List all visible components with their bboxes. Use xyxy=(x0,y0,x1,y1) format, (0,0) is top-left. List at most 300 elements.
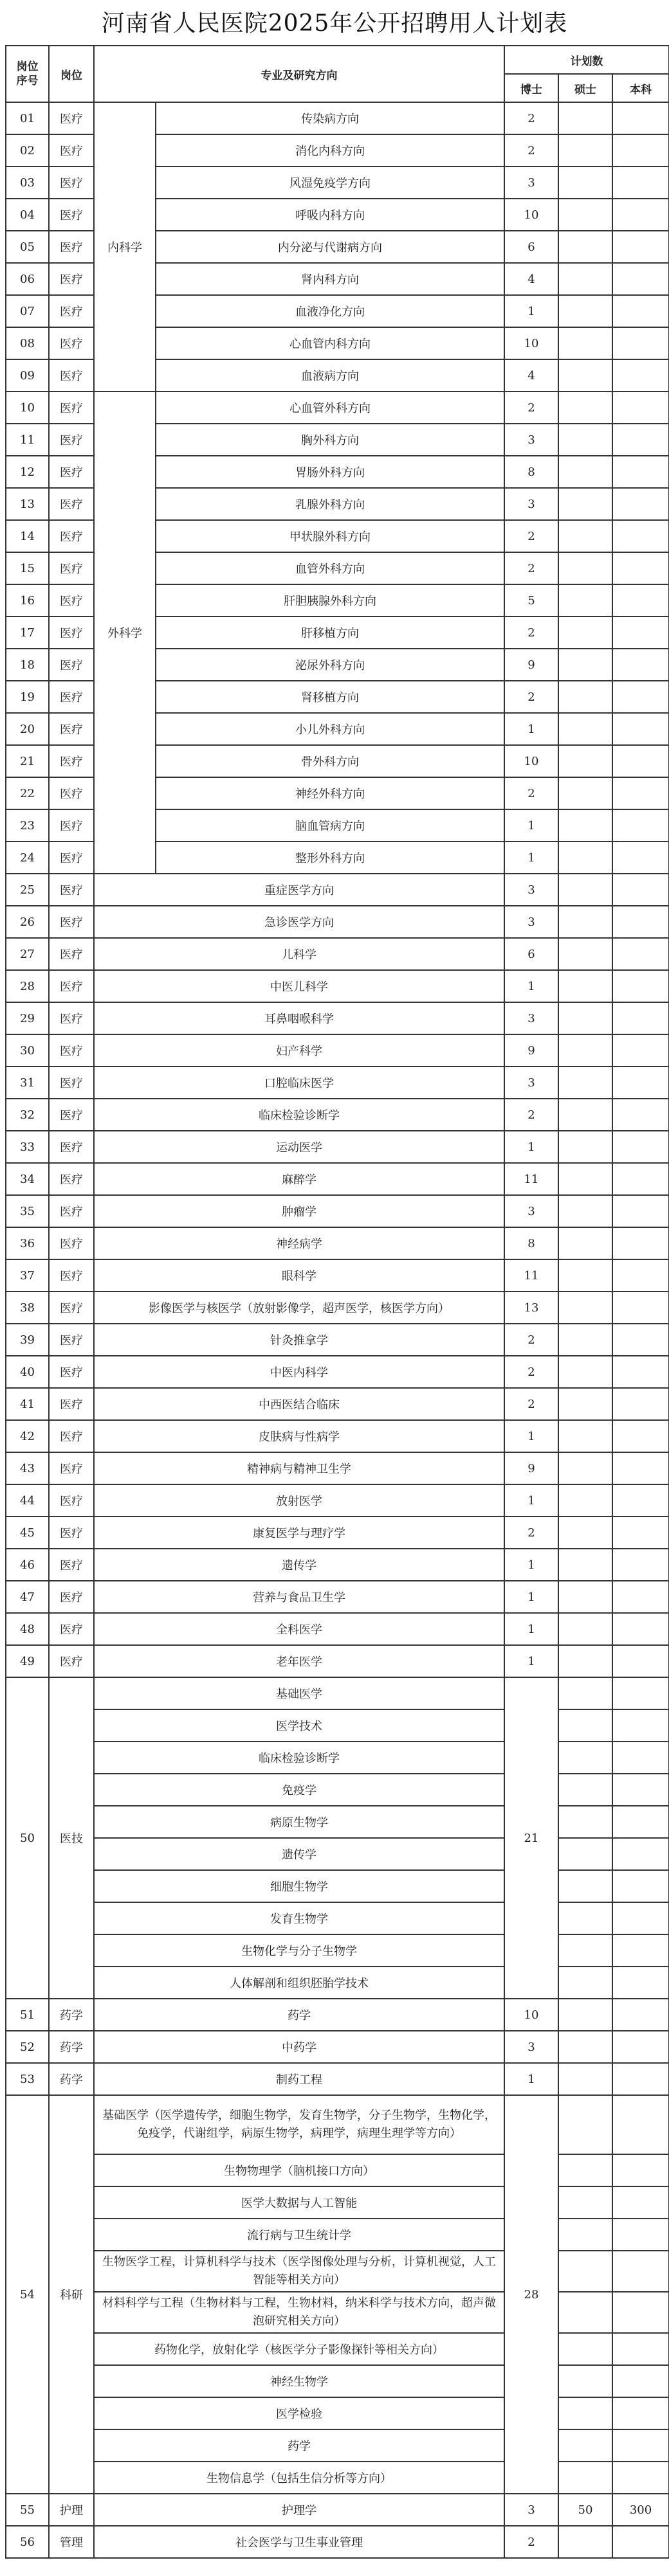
post-cell: 医疗 xyxy=(49,1131,94,1163)
post-cell: 医疗 xyxy=(49,1324,94,1356)
post-cell: 医疗 xyxy=(49,167,94,199)
seq-cell: 48 xyxy=(6,1613,49,1645)
doctor-count-cell: 2 xyxy=(504,1324,558,1356)
doctor-count-cell: 8 xyxy=(504,456,558,488)
bachelor-count-cell xyxy=(612,359,669,392)
doctor-count-cell: 9 xyxy=(504,649,558,681)
master-count-cell xyxy=(558,1034,612,1067)
seq-cell: 37 xyxy=(6,1259,49,1292)
major-cell: 发育生物学 xyxy=(94,1902,504,1934)
table-row xyxy=(6,2219,669,2251)
master-count-cell xyxy=(558,520,612,552)
bachelor-count-cell xyxy=(612,1902,669,1934)
doctor-count-cell: 2 xyxy=(504,1099,558,1131)
major-cell: 甲状腺外科方向 xyxy=(156,520,504,552)
post-cell: 医疗 xyxy=(49,1645,94,1677)
major-cell: 制药工程 xyxy=(94,2063,504,2095)
post-cell: 药学 xyxy=(49,1999,94,2031)
table-row xyxy=(6,1420,669,1452)
table-row xyxy=(6,1613,669,1645)
doctor-count-cell: 3 xyxy=(504,874,558,906)
master-count-cell xyxy=(558,649,612,681)
seq-cell: 20 xyxy=(6,713,49,745)
master-count-cell: 50 xyxy=(558,2494,612,2526)
master-count-cell xyxy=(558,392,612,424)
doctor-count-cell: 1 xyxy=(504,713,558,745)
bachelor-count-cell xyxy=(612,1999,669,2031)
doctor-count-cell: 2 xyxy=(504,1356,558,1388)
seq-cell: 02 xyxy=(6,134,49,167)
master-count-cell xyxy=(558,1870,612,1902)
major-cell: 消化内科方向 xyxy=(156,134,504,167)
doctor-count-cell: 2 xyxy=(504,520,558,552)
bachelor-count-cell xyxy=(612,102,669,134)
master-count-cell xyxy=(558,2251,612,2292)
post-cell: 医疗 xyxy=(49,327,94,359)
master-count-cell xyxy=(558,584,612,617)
major-cell: 传染病方向 xyxy=(156,102,504,134)
table-row xyxy=(6,1806,669,1838)
bachelor-count-cell xyxy=(612,1163,669,1195)
bachelor-count-cell xyxy=(612,1131,669,1163)
doctor-count-cell: 3 xyxy=(504,2031,558,2063)
post-cell: 医疗 xyxy=(49,777,94,809)
seq-cell: 33 xyxy=(6,1131,49,1163)
bachelor-count-cell xyxy=(612,2031,669,2063)
table-row xyxy=(6,2154,669,2186)
seq-cell: 10 xyxy=(6,392,49,424)
master-count-cell xyxy=(558,2365,612,2397)
master-count-cell xyxy=(558,2462,612,2494)
post-cell: 医疗 xyxy=(49,1163,94,1195)
major-cell: 泌尿外科方向 xyxy=(156,649,504,681)
seq-cell: 25 xyxy=(6,874,49,906)
post-cell: 医疗 xyxy=(49,1420,94,1452)
major-cell: 医学检验 xyxy=(94,2397,504,2429)
major-cell: 社会医学与卫生事业管理 xyxy=(94,2526,504,2558)
post-cell: 医疗 xyxy=(49,938,94,970)
master-count-cell xyxy=(558,2292,612,2333)
seq-cell: 14 xyxy=(6,520,49,552)
bachelor-count-cell xyxy=(612,134,669,167)
seq-cell: 53 xyxy=(6,2063,49,2095)
major-cell: 整形外科方向 xyxy=(156,842,504,874)
post-cell: 医疗 xyxy=(49,520,94,552)
table-row xyxy=(6,1517,669,1549)
major-cell: 生物信息学（包括生信分析等方向） xyxy=(94,2462,504,2494)
bachelor-count-cell xyxy=(612,1484,669,1517)
table-row xyxy=(6,2494,669,2526)
seq-cell: 26 xyxy=(6,906,49,938)
master-count-cell xyxy=(558,1452,612,1484)
bachelor-count-cell xyxy=(612,1549,669,1581)
bachelor-count-cell xyxy=(612,520,669,552)
bachelor-count-cell xyxy=(612,1292,669,1324)
master-count-cell xyxy=(558,2333,612,2365)
bachelor-count-cell xyxy=(612,1324,669,1356)
table-row xyxy=(6,1002,669,1034)
bachelor-count-cell xyxy=(612,2251,669,2292)
master-count-cell xyxy=(558,1677,612,1709)
master-count-cell xyxy=(558,2095,612,2154)
doctor-count-cell: 1 xyxy=(504,1645,558,1677)
table-row xyxy=(6,1774,669,1806)
major-cell: 药学 xyxy=(94,1999,504,2031)
major-cell: 风湿免疫学方向 xyxy=(156,167,504,199)
bachelor-count-cell xyxy=(612,167,669,199)
bachelor-count-cell xyxy=(612,1356,669,1388)
bachelor-count-cell xyxy=(612,2462,669,2494)
doctor-count-cell: 8 xyxy=(504,1227,558,1259)
major-cell: 中药学 xyxy=(94,2031,504,2063)
doctor-count-cell: 1 xyxy=(504,2063,558,2095)
bachelor-count-cell xyxy=(612,2397,669,2429)
major-cell: 遗传学 xyxy=(94,1838,504,1870)
seq-cell: 23 xyxy=(6,809,49,842)
master-count-cell xyxy=(558,1227,612,1259)
master-count-cell xyxy=(558,2526,612,2558)
bachelor-count-cell xyxy=(612,2154,669,2186)
bachelor-count-cell xyxy=(612,649,669,681)
major-cell: 神经病学 xyxy=(94,1227,504,1259)
doctor-count-cell: 2 xyxy=(504,777,558,809)
table-row xyxy=(6,1709,669,1742)
seq-cell: 04 xyxy=(6,199,49,231)
master-count-cell xyxy=(558,2219,612,2251)
post-cell: 医疗 xyxy=(49,1034,94,1067)
master-count-cell xyxy=(558,1774,612,1806)
master-count-cell xyxy=(558,874,612,906)
major-cell: 儿科学 xyxy=(94,938,504,970)
major-cell: 心血管内科方向 xyxy=(156,327,504,359)
master-count-cell xyxy=(558,1002,612,1034)
recruitment-plan-table-wrapper xyxy=(5,45,668,2559)
doctor-count-cell: 4 xyxy=(504,359,558,392)
major-cell: 生物化学与分子生物学 xyxy=(94,1934,504,1967)
seq-cell: 31 xyxy=(6,1067,49,1099)
seq-cell: 45 xyxy=(6,1517,49,1549)
master-count-cell xyxy=(558,1099,612,1131)
bachelor-count-cell xyxy=(612,1806,669,1838)
major-cell: 基础医学 xyxy=(94,1677,504,1709)
master-count-cell xyxy=(558,1292,612,1324)
major-cell: 医学技术 xyxy=(94,1709,504,1742)
doctor-count-cell: 3 xyxy=(504,167,558,199)
table-row xyxy=(6,1388,669,1420)
doctor-count-cell: 6 xyxy=(504,231,558,263)
major-cell: 针灸推拿学 xyxy=(94,1324,504,1356)
master-count-cell xyxy=(558,102,612,134)
header-master: 硕士 xyxy=(558,74,612,102)
seq-cell: 24 xyxy=(6,842,49,874)
master-count-cell xyxy=(558,2397,612,2429)
seq-cell: 55 xyxy=(6,2494,49,2526)
table-row xyxy=(6,2251,669,2292)
bachelor-count-cell xyxy=(612,1870,669,1902)
table-row xyxy=(6,1838,669,1870)
bachelor-count-cell xyxy=(612,713,669,745)
seq-cell: 42 xyxy=(6,1420,49,1452)
doctor-count-cell: 11 xyxy=(504,1163,558,1195)
post-cell: 医疗 xyxy=(49,649,94,681)
post-cell: 药学 xyxy=(49,2063,94,2095)
master-count-cell xyxy=(558,1806,612,1838)
post-cell: 医疗 xyxy=(49,681,94,713)
doctor-count-cell: 1 xyxy=(504,970,558,1002)
table-row xyxy=(6,2186,669,2219)
major-cell: 麻醉学 xyxy=(94,1163,504,1195)
table-row xyxy=(6,2292,669,2333)
seq-cell: 21 xyxy=(6,745,49,777)
bachelor-count-cell xyxy=(612,456,669,488)
header-seq: 岗位 序号 xyxy=(6,46,49,102)
table-row xyxy=(6,2429,669,2462)
major-cell: 康复医学与理疗学 xyxy=(94,1517,504,1549)
post-cell: 医疗 xyxy=(49,1067,94,1099)
seq-cell: 35 xyxy=(6,1195,49,1227)
major-cell: 全科医学 xyxy=(94,1613,504,1645)
recruitment-plan-table xyxy=(5,45,669,2559)
bachelor-count-cell xyxy=(612,2063,669,2095)
post-cell: 医疗 xyxy=(49,392,94,424)
table-row xyxy=(6,2397,669,2429)
bachelor-count-cell xyxy=(612,2219,669,2251)
doctor-count-cell: 1 xyxy=(504,1581,558,1613)
table-row xyxy=(6,1999,669,2031)
post-cell: 医疗 xyxy=(49,1099,94,1131)
doctor-count-cell: 2 xyxy=(504,2526,558,2558)
master-count-cell xyxy=(558,938,612,970)
major-cell: 基础医学（医学遗传学，细胞生物学，发育生物学，分子生物学，生物化学，免疫学，代谢组学，病原生物学，病理学，病理生理学等方向） xyxy=(94,2095,504,2154)
doctor-count-cell: 2 xyxy=(504,392,558,424)
table-row xyxy=(6,1131,669,1163)
bachelor-count-cell xyxy=(612,1259,669,1292)
post-cell: 医疗 xyxy=(49,745,94,777)
bachelor-count-cell xyxy=(612,809,669,842)
seq-cell: 28 xyxy=(6,970,49,1002)
post-cell: 医疗 xyxy=(49,1292,94,1324)
bachelor-count-cell xyxy=(612,745,669,777)
bachelor-count-cell xyxy=(612,199,669,231)
major-cell: 生物物理学（脑机接口方向） xyxy=(94,2154,504,2186)
post-cell: 医疗 xyxy=(49,359,94,392)
bachelor-count-cell xyxy=(612,1581,669,1613)
master-count-cell xyxy=(558,456,612,488)
master-count-cell xyxy=(558,970,612,1002)
doctor-count-cell: 10 xyxy=(504,327,558,359)
bachelor-count-cell xyxy=(612,681,669,713)
doctor-count-cell: 1 xyxy=(504,809,558,842)
table-row xyxy=(6,1645,669,1677)
bachelor-count-cell xyxy=(612,1452,669,1484)
post-cell: 医疗 xyxy=(49,102,94,134)
major-cell: 耳鼻咽喉科学 xyxy=(94,1002,504,1034)
post-cell: 医疗 xyxy=(49,1195,94,1227)
post-cell: 医疗 xyxy=(49,456,94,488)
group-cell: 外科学 xyxy=(94,392,156,874)
header-post: 岗位 xyxy=(49,46,94,102)
seq-cell: 34 xyxy=(6,1163,49,1195)
major-cell: 血液病方向 xyxy=(156,359,504,392)
table-row xyxy=(6,2365,669,2397)
major-cell: 眼科学 xyxy=(94,1259,504,1292)
seq-cell: 30 xyxy=(6,1034,49,1067)
master-count-cell xyxy=(558,2031,612,2063)
master-count-cell xyxy=(558,745,612,777)
master-count-cell xyxy=(558,1131,612,1163)
bachelor-count-cell xyxy=(612,295,669,327)
post-cell: 医疗 xyxy=(49,874,94,906)
doctor-count-cell: 1 xyxy=(504,1613,558,1645)
post-cell: 医疗 xyxy=(49,552,94,584)
master-count-cell xyxy=(558,1902,612,1934)
major-cell: 老年医学 xyxy=(94,1645,504,1677)
doctor-count-cell: 4 xyxy=(504,263,558,295)
seq-cell: 13 xyxy=(6,488,49,520)
post-cell: 医疗 xyxy=(49,134,94,167)
bachelor-count-cell xyxy=(612,1645,669,1677)
doctor-count-cell: 2 xyxy=(504,552,558,584)
table-row xyxy=(6,2095,669,2154)
bachelor-count-cell xyxy=(612,2526,669,2558)
post-cell: 医疗 xyxy=(49,231,94,263)
post-cell: 医疗 xyxy=(49,584,94,617)
table-row xyxy=(6,1227,669,1259)
master-count-cell xyxy=(558,1195,612,1227)
bachelor-count-cell xyxy=(612,1838,669,1870)
header-major: 专业及研究方向 xyxy=(94,46,504,102)
major-cell: 放射医学 xyxy=(94,1484,504,1517)
seq-cell: 38 xyxy=(6,1292,49,1324)
master-count-cell xyxy=(558,2186,612,2219)
table-row xyxy=(6,1259,669,1292)
post-cell: 医技 xyxy=(49,1677,94,1999)
master-count-cell xyxy=(558,263,612,295)
doctor-count-cell: 28 xyxy=(504,2095,558,2494)
bachelor-count-cell xyxy=(612,2365,669,2397)
table-row xyxy=(6,1934,669,1967)
bachelor-count-cell xyxy=(612,2095,669,2154)
master-count-cell xyxy=(558,1645,612,1677)
major-cell: 运动医学 xyxy=(94,1131,504,1163)
bachelor-count-cell xyxy=(612,777,669,809)
seq-cell: 01 xyxy=(6,102,49,134)
seq-cell: 32 xyxy=(6,1099,49,1131)
bachelor-count-cell xyxy=(612,1195,669,1227)
doctor-count-cell: 10 xyxy=(504,199,558,231)
post-cell: 护理 xyxy=(49,2494,94,2526)
major-cell: 中医内科学 xyxy=(94,1356,504,1388)
bachelor-count-cell xyxy=(612,1420,669,1452)
master-count-cell xyxy=(558,1356,612,1388)
master-count-cell xyxy=(558,2154,612,2186)
header-plan: 计划数 xyxy=(504,46,669,74)
major-cell: 医学大数据与人工智能 xyxy=(94,2186,504,2219)
table-row xyxy=(6,1356,669,1388)
bachelor-count-cell xyxy=(612,2292,669,2333)
seq-cell: 51 xyxy=(6,1999,49,2031)
major-cell: 肾内科方向 xyxy=(156,263,504,295)
major-cell: 影像医学与核医学（放射影像学，超声医学，核医学方向） xyxy=(94,1292,504,1324)
master-count-cell xyxy=(558,552,612,584)
master-count-cell xyxy=(558,1388,612,1420)
post-cell: 医疗 xyxy=(49,1452,94,1484)
post-cell: 医疗 xyxy=(49,1484,94,1517)
table-row xyxy=(6,1967,669,1999)
major-cell: 药物化学，放射化学（核医学分子影像探针等相关方向） xyxy=(94,2333,504,2365)
master-count-cell xyxy=(558,809,612,842)
bachelor-count-cell xyxy=(612,842,669,874)
major-cell: 皮肤病与性病学 xyxy=(94,1420,504,1452)
master-count-cell xyxy=(558,1967,612,1999)
master-count-cell xyxy=(558,842,612,874)
major-cell: 生物医学工程，计算机科学与技术（医学图像处理与分析，计算机视觉，人工智能等相关方向） xyxy=(94,2251,504,2292)
major-cell: 肝移植方向 xyxy=(156,617,504,649)
post-cell: 医疗 xyxy=(49,1002,94,1034)
major-cell: 呼吸内科方向 xyxy=(156,199,504,231)
post-cell: 医疗 xyxy=(49,1517,94,1549)
doctor-count-cell: 1 xyxy=(504,1549,558,1581)
master-count-cell xyxy=(558,1838,612,1870)
major-cell: 胃肠外科方向 xyxy=(156,456,504,488)
seq-cell: 18 xyxy=(6,649,49,681)
seq-cell: 06 xyxy=(6,263,49,295)
doctor-count-cell: 5 xyxy=(504,584,558,617)
seq-cell: 22 xyxy=(6,777,49,809)
seq-cell: 03 xyxy=(6,167,49,199)
bachelor-count-cell xyxy=(612,327,669,359)
master-count-cell xyxy=(558,231,612,263)
major-cell: 乳腺外科方向 xyxy=(156,488,504,520)
master-count-cell xyxy=(558,777,612,809)
doctor-count-cell: 6 xyxy=(504,938,558,970)
table-row xyxy=(6,1099,669,1131)
bachelor-count-cell xyxy=(612,1034,669,1067)
seq-cell: 36 xyxy=(6,1227,49,1259)
doctor-count-cell: 2 xyxy=(504,134,558,167)
post-cell: 医疗 xyxy=(49,1613,94,1645)
master-count-cell xyxy=(558,327,612,359)
doctor-count-cell: 2 xyxy=(504,1517,558,1549)
master-count-cell xyxy=(558,295,612,327)
bachelor-count-cell xyxy=(612,424,669,456)
bachelor-count-cell xyxy=(612,2333,669,2365)
seq-cell: 50 xyxy=(6,1677,49,1999)
doctor-count-cell: 10 xyxy=(504,745,558,777)
post-cell: 医疗 xyxy=(49,1549,94,1581)
major-cell: 口腔临床医学 xyxy=(94,1067,504,1099)
bachelor-count-cell xyxy=(612,2186,669,2219)
seq-cell: 29 xyxy=(6,1002,49,1034)
table-row xyxy=(6,1163,669,1195)
doctor-count-cell: 1 xyxy=(504,1420,558,1452)
bachelor-count-cell xyxy=(612,1967,669,1999)
table-row xyxy=(6,1067,669,1099)
bachelor-count-cell xyxy=(612,1613,669,1645)
master-count-cell xyxy=(558,713,612,745)
bachelor-count-cell: 300 xyxy=(612,2494,669,2526)
bachelor-count-cell xyxy=(612,1742,669,1774)
seq-cell: 47 xyxy=(6,1581,49,1613)
major-cell: 小儿外科方向 xyxy=(156,713,504,745)
post-cell: 医疗 xyxy=(49,488,94,520)
major-cell: 精神病与精神卫生学 xyxy=(94,1452,504,1484)
major-cell: 细胞生物学 xyxy=(94,1870,504,1902)
master-count-cell xyxy=(558,906,612,938)
header-doctor: 博士 xyxy=(504,74,558,102)
doctor-count-cell: 1 xyxy=(504,1131,558,1163)
bachelor-count-cell xyxy=(612,552,669,584)
